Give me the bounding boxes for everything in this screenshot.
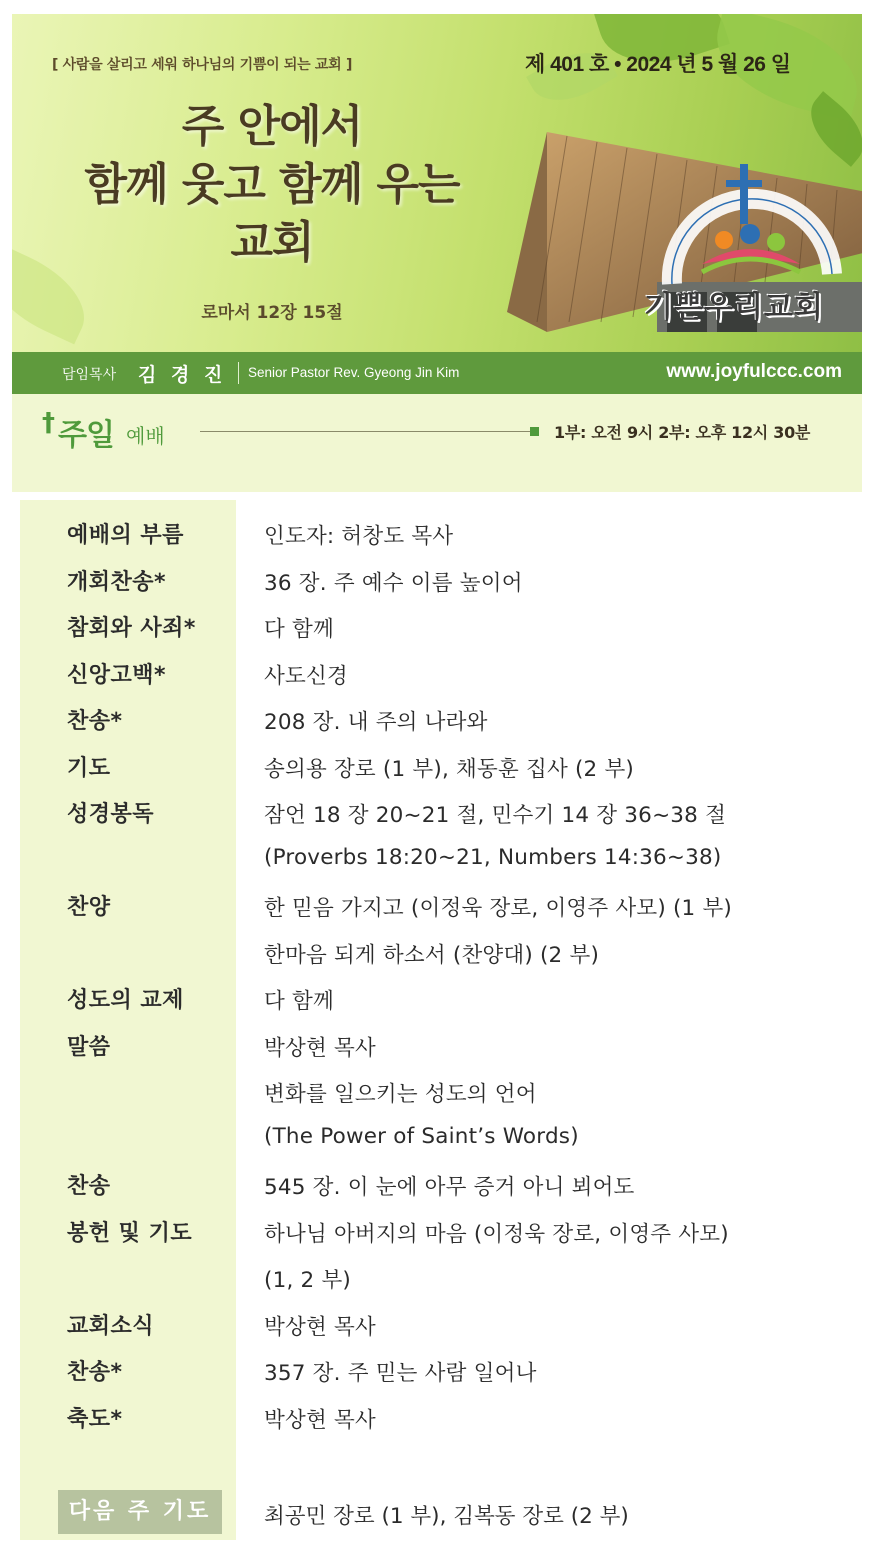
service-item-text: (Proverbs 18:20~21, Numbers 14:36~38) (264, 844, 722, 870)
pastor-name-english: Senior Pastor Rev. Gyeong Jin Kim (248, 365, 460, 380)
service-item-label: 찬송* (67, 1360, 123, 1385)
bulletin-header (12, 14, 862, 492)
divider (238, 362, 239, 384)
banner (12, 14, 862, 352)
service-row (20, 973, 874, 1020)
service-item-label: 말씀 (67, 1034, 111, 1060)
pastor-label: 담임목사 (62, 367, 117, 383)
issue-date: 제 401 호 • 2024 년 5 월 26 일 (525, 53, 791, 76)
service-item-text: 다 함께 (264, 989, 334, 1014)
service-item-text: 박상현 목사 (264, 1314, 376, 1340)
next-week-prayer-label: 다음 주 기도 (58, 1490, 222, 1534)
worship-title-main: 주일 (58, 418, 114, 453)
service-item-label: 예배의 부름 (67, 523, 184, 548)
worship-title-sub: 예배 (126, 424, 165, 448)
service-row (20, 1206, 874, 1253)
service-item-text: (1, 2 부) (264, 1268, 352, 1293)
service-row (20, 1252, 874, 1299)
service-item-label: 기도 (67, 755, 111, 781)
service-item-text: 박상현 목사 (264, 1035, 376, 1061)
service-item-label: 교회소식 (67, 1313, 155, 1339)
service-item-label: 찬양 (67, 895, 111, 920)
service-item-label: 성경봉독 (67, 802, 155, 827)
service-item-label: 봉헌 및 기도 (67, 1220, 193, 1246)
service-rows (20, 508, 874, 1438)
service-item-text: 36 장. 주 예수 이름 높이어 (264, 570, 523, 596)
sermon-theme-title (42, 98, 502, 272)
service-item-label: 찬송* (67, 709, 123, 734)
cross-icon: † (42, 408, 55, 438)
service-row (20, 648, 874, 695)
service-item-text: 변화를 일으키는 성도의 언어 (264, 1082, 537, 1107)
service-row (20, 741, 874, 788)
scripture-reference: 로마서 12장 15절 (201, 303, 343, 323)
service-item-text: 박상현 목사 (264, 1407, 376, 1433)
service-item-label: 개회찬송* (67, 569, 167, 595)
next-week-prayer-text: 최공민 장로 (1 부), 김복동 장로 (2 부) (264, 1504, 629, 1529)
service-row (20, 1392, 874, 1439)
service-row (20, 694, 874, 741)
worship-heading (12, 406, 862, 456)
service-item-text: 545 장. 이 눈에 아무 증거 아니 뵈어도 (264, 1175, 635, 1200)
service-row (20, 508, 874, 555)
service-item-label: 참회와 사죄* (67, 616, 196, 641)
service-item-text: (The Power of Saint’s Words) (264, 1123, 579, 1149)
service-item-text: 다 함께 (264, 617, 334, 642)
bullet-square-icon (530, 427, 539, 436)
service-row (20, 1066, 874, 1113)
church-motto: [ 사람을 살리고 세워 하나님의 기쁨이 되는 교회 ] (52, 57, 353, 73)
title-line: 함께 웃고 함께 우는 (84, 159, 460, 210)
divider-line (200, 431, 530, 432)
service-row (20, 834, 874, 881)
website-link[interactable]: www.joyfulccc.com (666, 361, 842, 382)
service-row (20, 1299, 874, 1346)
service-row (20, 880, 874, 927)
service-row (20, 787, 874, 834)
service-item-label: 성도의 교제 (67, 988, 184, 1013)
service-row (20, 1113, 874, 1160)
service-item-label: 축도* (67, 1406, 123, 1432)
logo-name: 기쁜우리교회 (644, 290, 824, 325)
service-item-text: 208 장. 내 주의 나라와 (264, 710, 488, 735)
service-item-label: 신앙고백* (67, 662, 167, 688)
service-item-text: 잠언 18 장 20~21 절, 민수기 14 장 36~38 절 (264, 803, 727, 828)
service-item-text: 하나님 아버지의 마음 (이정욱 장로, 이영주 사모) (264, 1221, 729, 1247)
service-row (20, 927, 874, 974)
service-row (20, 601, 874, 648)
title-line: 주 안에서 (181, 101, 363, 152)
worship-times: 1부: 오전 9시 2부: 오후 12시 30분 (554, 423, 811, 442)
service-item-text: 한 믿음 가지고 (이정욱 장로, 이영주 사모) (1 부) (264, 896, 733, 921)
pastor-name: 김 경 진 (138, 364, 227, 386)
order-of-service (20, 500, 874, 1540)
service-item-label: 찬송 (67, 1174, 111, 1199)
service-item-text: 한마음 되게 하소서 (찬양대) (2 부) (264, 942, 600, 968)
service-row (20, 1345, 874, 1392)
service-item-text: 357 장. 주 믿는 사람 일어나 (264, 1361, 537, 1386)
service-item-text: 사도신경 (264, 663, 348, 689)
service-item-text: 송의용 장로 (1 부), 채동훈 집사 (2 부) (264, 756, 635, 782)
service-row (20, 1159, 874, 1206)
service-row (20, 1020, 874, 1067)
title-line: 교회 (230, 217, 314, 268)
service-item-text: 인도자: 허창도 목사 (264, 524, 454, 549)
service-row (20, 555, 874, 602)
pastor-bar (12, 352, 862, 394)
